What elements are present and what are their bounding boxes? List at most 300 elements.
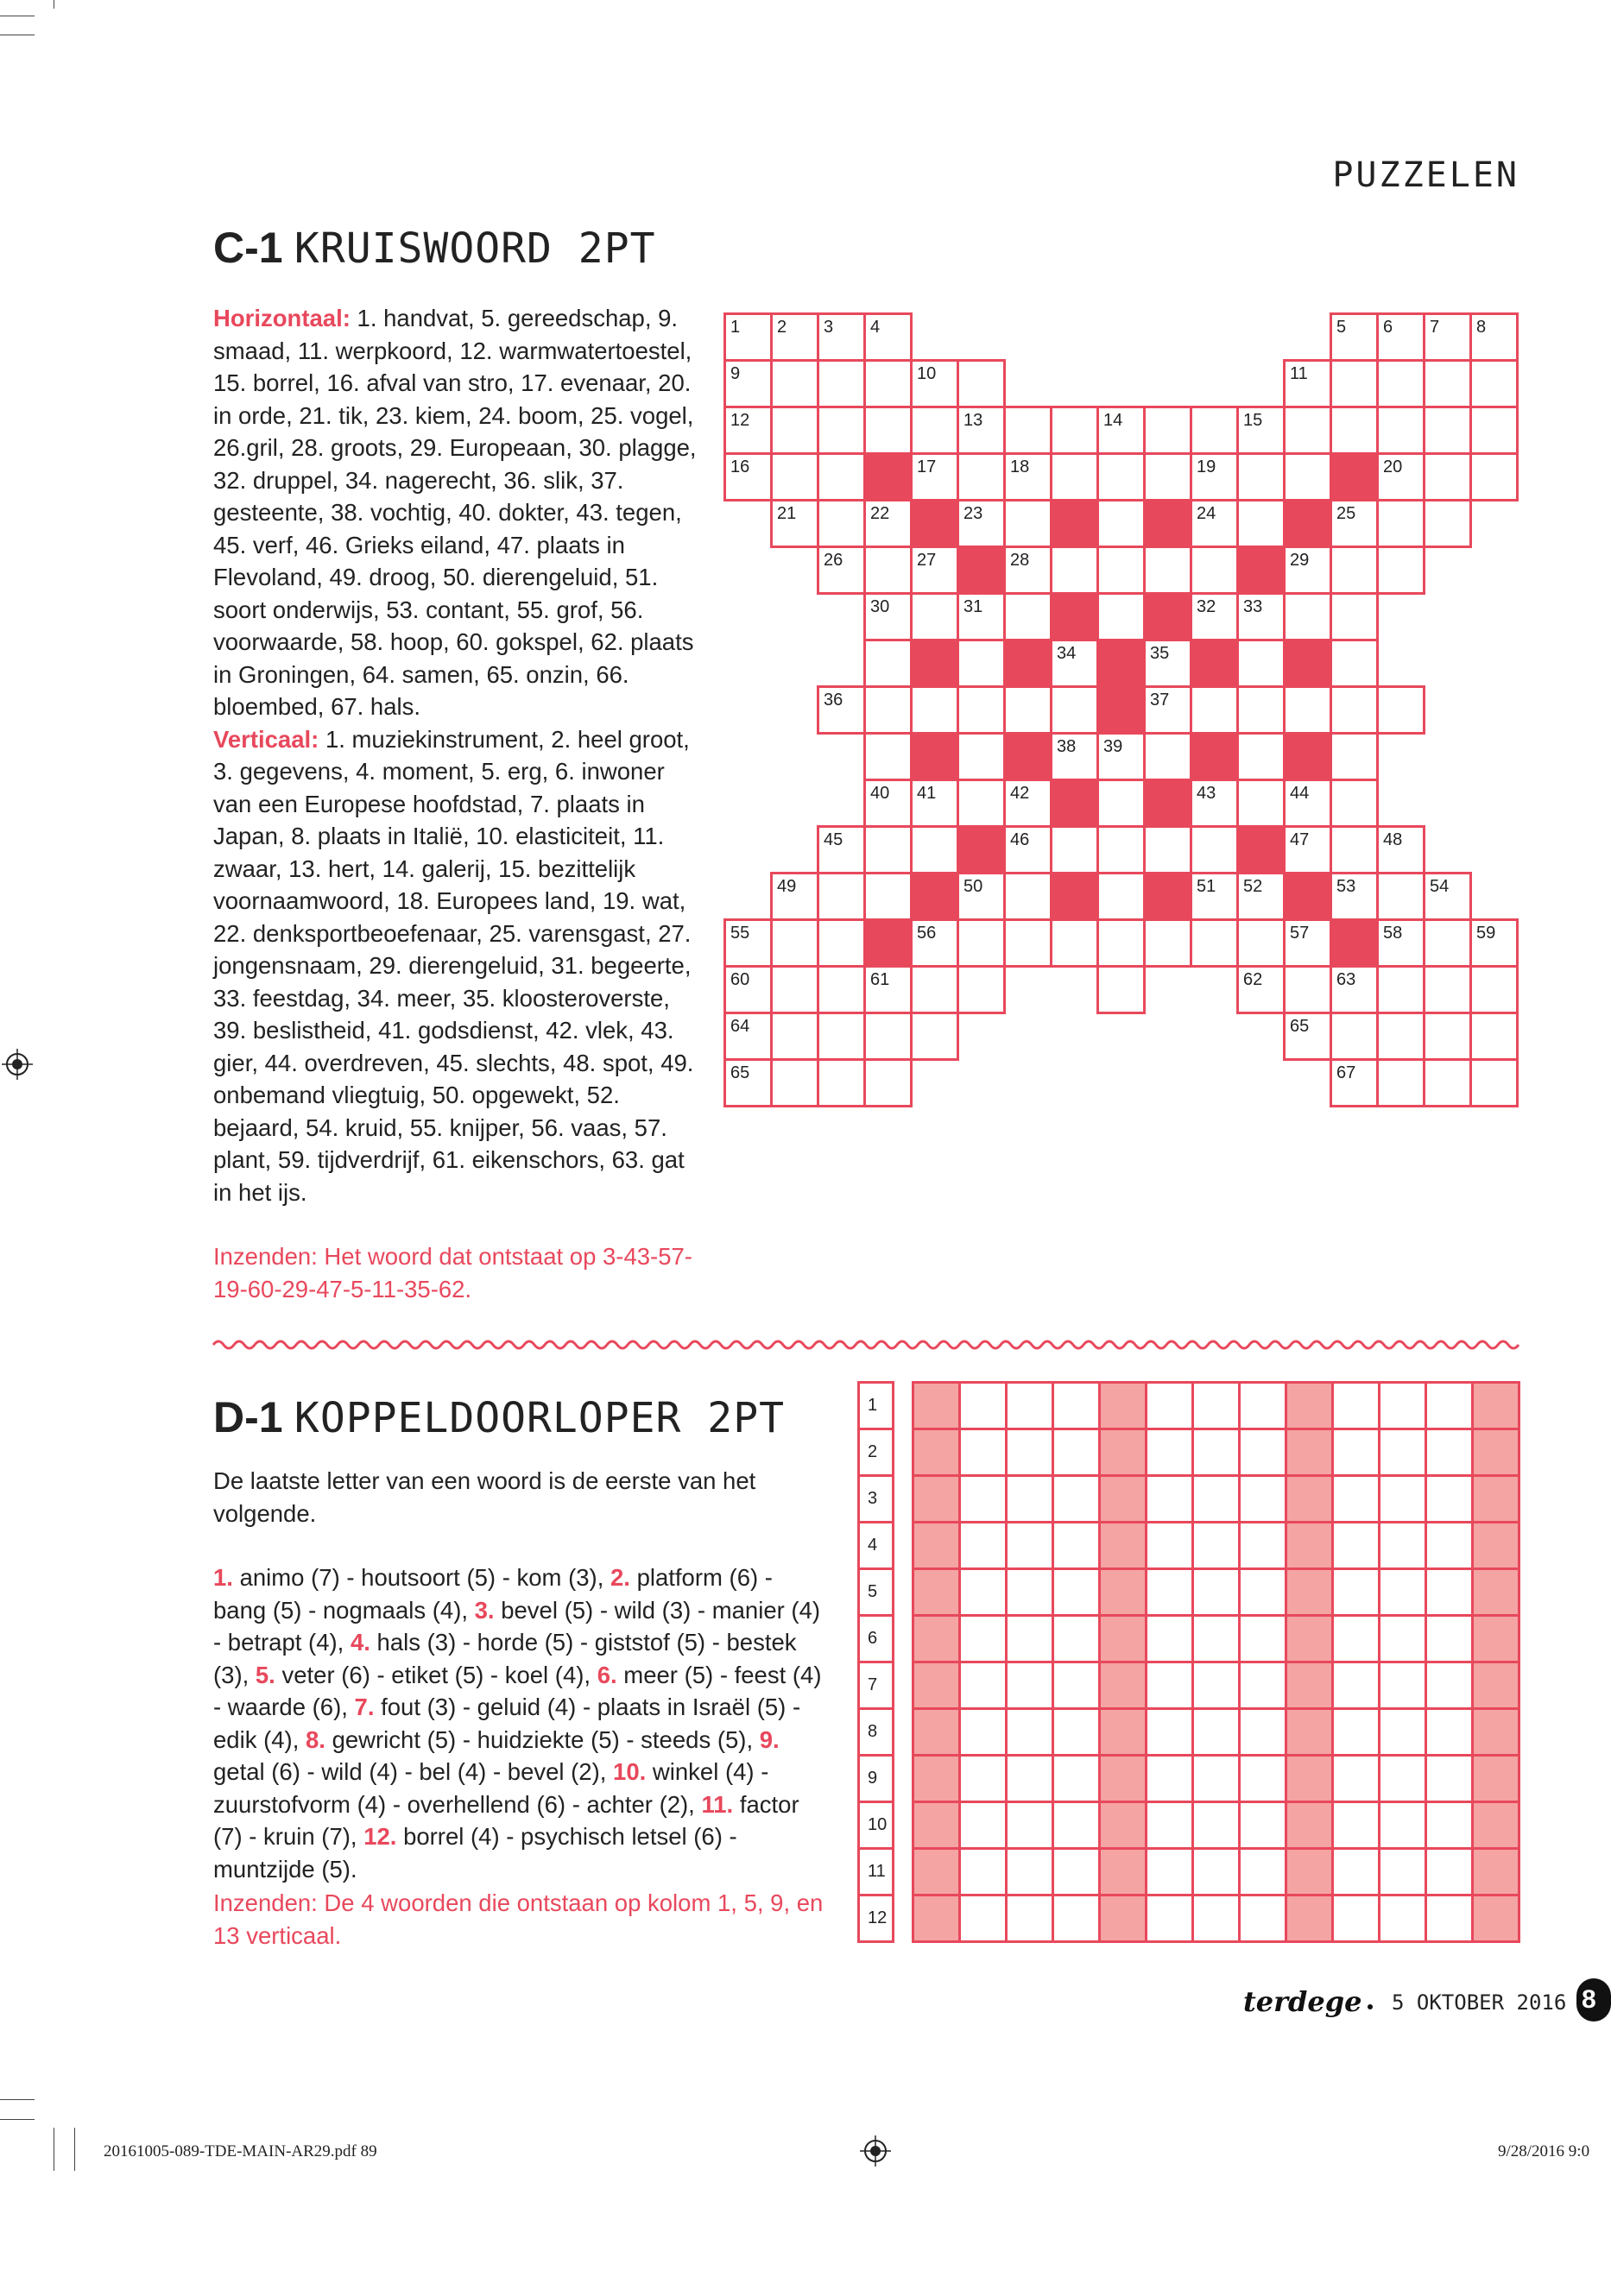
crossword-cell[interactable] bbox=[863, 312, 913, 362]
koppel-cell[interactable] bbox=[1145, 1381, 1194, 1430]
crossword-cell[interactable] bbox=[910, 732, 959, 781]
crossword-cell[interactable] bbox=[1143, 918, 1192, 968]
crossword-cell[interactable] bbox=[1143, 872, 1192, 921]
crossword-cell[interactable] bbox=[1003, 499, 1052, 548]
crossword-cell[interactable] bbox=[1003, 452, 1052, 501]
crossword-cell[interactable] bbox=[1330, 872, 1379, 921]
crossword-cell[interactable] bbox=[1003, 825, 1052, 874]
crossword-cell[interactable] bbox=[770, 406, 819, 455]
koppel-cell[interactable] bbox=[912, 1661, 961, 1710]
koppel-cell[interactable] bbox=[1425, 1707, 1474, 1757]
koppel-cell[interactable] bbox=[1331, 1428, 1380, 1477]
crossword-cell[interactable] bbox=[1423, 359, 1472, 408]
crossword-cell[interactable] bbox=[1330, 546, 1379, 595]
crossword-cell[interactable] bbox=[863, 685, 913, 735]
koppel-cell[interactable] bbox=[1425, 1614, 1474, 1663]
koppel-cell[interactable] bbox=[1191, 1754, 1241, 1803]
crossword-cell[interactable] bbox=[1423, 312, 1472, 362]
crossword-cell[interactable] bbox=[1376, 452, 1425, 501]
crossword-cell[interactable] bbox=[1236, 639, 1286, 688]
crossword-cell[interactable] bbox=[910, 825, 959, 874]
crossword-cell[interactable] bbox=[1143, 825, 1192, 874]
crossword-cell[interactable] bbox=[1423, 965, 1472, 1014]
crossword-cell[interactable] bbox=[1376, 546, 1425, 595]
koppel-cell[interactable] bbox=[958, 1521, 1008, 1570]
koppel-cell[interactable] bbox=[1145, 1754, 1194, 1803]
crossword-cell[interactable] bbox=[1376, 825, 1425, 874]
crossword-cell[interactable] bbox=[1236, 406, 1286, 455]
koppel-cell[interactable] bbox=[1331, 1614, 1380, 1663]
crossword-cell[interactable] bbox=[957, 546, 1006, 595]
crossword-cell[interactable] bbox=[1143, 406, 1192, 455]
crossword-cell[interactable] bbox=[957, 825, 1006, 874]
koppel-cell[interactable] bbox=[1378, 1661, 1427, 1710]
crossword-cell[interactable] bbox=[957, 918, 1006, 968]
crossword-cell[interactable] bbox=[1190, 639, 1239, 688]
crossword-cell[interactable] bbox=[1283, 359, 1332, 408]
crossword-cell[interactable] bbox=[1283, 592, 1332, 641]
crossword-cell[interactable] bbox=[1236, 546, 1286, 595]
crossword-cell[interactable] bbox=[723, 359, 773, 408]
crossword-cell[interactable] bbox=[817, 685, 866, 735]
crossword-cell[interactable] bbox=[770, 312, 819, 362]
koppel-cell[interactable] bbox=[1285, 1614, 1334, 1663]
koppel-cell[interactable] bbox=[1005, 1567, 1054, 1617]
crossword-cell[interactable] bbox=[863, 592, 913, 641]
koppel-cell[interactable] bbox=[958, 1474, 1008, 1523]
crossword-cell[interactable] bbox=[1376, 872, 1425, 921]
crossword-cell[interactable] bbox=[770, 1058, 819, 1107]
crossword-cell[interactable] bbox=[1050, 592, 1099, 641]
crossword-cell[interactable] bbox=[1143, 452, 1192, 501]
koppel-cell[interactable] bbox=[1378, 1428, 1427, 1477]
koppel-cell[interactable] bbox=[1285, 1521, 1334, 1570]
crossword-cell[interactable] bbox=[910, 639, 959, 688]
crossword-cell[interactable] bbox=[1330, 359, 1379, 408]
koppel-cell[interactable] bbox=[1098, 1474, 1147, 1523]
koppel-cell[interactable] bbox=[1331, 1567, 1380, 1617]
crossword-cell[interactable] bbox=[910, 499, 959, 548]
crossword-cell[interactable] bbox=[1330, 1058, 1379, 1107]
koppel-cell[interactable] bbox=[1098, 1521, 1147, 1570]
koppel-cell[interactable] bbox=[1005, 1381, 1054, 1430]
crossword-cell[interactable] bbox=[863, 546, 913, 595]
crossword-cell[interactable] bbox=[863, 825, 913, 874]
crossword-cell[interactable] bbox=[1469, 918, 1519, 968]
koppel-cell[interactable] bbox=[1145, 1661, 1194, 1710]
crossword-cell[interactable] bbox=[1330, 452, 1379, 501]
crossword-cell[interactable] bbox=[1330, 965, 1379, 1014]
crossword-cell[interactable] bbox=[1050, 918, 1099, 968]
koppel-cell[interactable] bbox=[1425, 1381, 1474, 1430]
crossword-cell[interactable] bbox=[910, 1012, 959, 1061]
koppel-cell[interactable] bbox=[1471, 1474, 1520, 1523]
koppel-cell[interactable] bbox=[958, 1567, 1008, 1617]
crossword-cell[interactable] bbox=[1096, 918, 1146, 968]
crossword-cell[interactable] bbox=[1096, 732, 1146, 781]
crossword-cell[interactable] bbox=[1283, 825, 1332, 874]
crossword-cell[interactable] bbox=[863, 1058, 913, 1107]
koppel-cell[interactable] bbox=[1425, 1754, 1474, 1803]
koppel-cell[interactable] bbox=[1425, 1661, 1474, 1710]
koppel-cell[interactable] bbox=[1331, 1894, 1380, 1943]
koppel-cell[interactable] bbox=[1425, 1521, 1474, 1570]
koppel-cell[interactable] bbox=[1331, 1474, 1380, 1523]
crossword-cell[interactable] bbox=[1283, 406, 1332, 455]
koppel-cell[interactable] bbox=[1425, 1567, 1474, 1617]
koppel-cell[interactable] bbox=[1238, 1567, 1287, 1617]
crossword-cell[interactable] bbox=[817, 872, 866, 921]
koppel-cell[interactable] bbox=[912, 1801, 961, 1850]
koppel-cell[interactable] bbox=[1052, 1614, 1101, 1663]
crossword-cell[interactable] bbox=[1236, 825, 1286, 874]
crossword-cell[interactable] bbox=[1236, 779, 1286, 828]
koppel-cell[interactable] bbox=[1285, 1381, 1334, 1430]
koppel-cell[interactable] bbox=[1378, 1801, 1427, 1850]
crossword-cell[interactable] bbox=[957, 872, 1006, 921]
crossword-cell[interactable] bbox=[957, 452, 1006, 501]
koppel-cell[interactable] bbox=[912, 1474, 961, 1523]
koppel-cell[interactable] bbox=[912, 1614, 961, 1663]
crossword-cell[interactable] bbox=[1469, 359, 1519, 408]
koppel-cell[interactable] bbox=[1285, 1707, 1334, 1757]
crossword-cell[interactable] bbox=[910, 592, 959, 641]
crossword-cell[interactable] bbox=[863, 732, 913, 781]
koppel-cell[interactable] bbox=[1285, 1661, 1334, 1710]
koppel-cell[interactable] bbox=[1331, 1521, 1380, 1570]
crossword-cell[interactable] bbox=[1330, 406, 1379, 455]
koppel-cell[interactable] bbox=[1378, 1474, 1427, 1523]
crossword-cell[interactable] bbox=[1283, 1012, 1332, 1061]
crossword-cell[interactable] bbox=[817, 359, 866, 408]
crossword-cell[interactable] bbox=[1376, 312, 1425, 362]
koppel-cell[interactable] bbox=[1005, 1754, 1054, 1803]
koppel-cell[interactable] bbox=[912, 1567, 961, 1617]
crossword-cell[interactable] bbox=[1236, 918, 1286, 968]
crossword-cell[interactable] bbox=[1236, 499, 1286, 548]
crossword-cell[interactable] bbox=[1050, 639, 1099, 688]
crossword-cell[interactable] bbox=[1096, 965, 1146, 1014]
crossword-cell[interactable] bbox=[1376, 918, 1425, 968]
koppel-cell[interactable] bbox=[1005, 1801, 1054, 1850]
koppel-cell[interactable] bbox=[912, 1381, 961, 1430]
crossword-cell[interactable] bbox=[1096, 685, 1146, 735]
koppel-cell[interactable] bbox=[1471, 1567, 1520, 1617]
crossword-cell[interactable] bbox=[1283, 965, 1332, 1014]
crossword-cell[interactable] bbox=[817, 499, 866, 548]
koppel-cell[interactable] bbox=[1331, 1661, 1380, 1710]
crossword-cell[interactable] bbox=[1236, 592, 1286, 641]
koppel-cell[interactable] bbox=[1331, 1847, 1380, 1896]
crossword-cell[interactable] bbox=[1423, 872, 1472, 921]
crossword-cell[interactable] bbox=[817, 546, 866, 595]
crossword-cell[interactable] bbox=[957, 406, 1006, 455]
koppel-cell[interactable] bbox=[1378, 1754, 1427, 1803]
crossword-cell[interactable] bbox=[1143, 685, 1192, 735]
koppel-cell[interactable] bbox=[1471, 1381, 1520, 1430]
crossword-cell[interactable] bbox=[770, 965, 819, 1014]
koppel-cell[interactable] bbox=[1052, 1381, 1101, 1430]
koppel-cell[interactable] bbox=[1191, 1847, 1241, 1896]
crossword-cell[interactable] bbox=[910, 779, 959, 828]
crossword-cell[interactable] bbox=[1283, 779, 1332, 828]
koppel-cell[interactable] bbox=[1098, 1707, 1147, 1757]
crossword-cell[interactable] bbox=[1330, 685, 1379, 735]
koppel-cell[interactable] bbox=[1052, 1428, 1101, 1477]
koppel-cell[interactable] bbox=[1238, 1428, 1287, 1477]
crossword-cell[interactable] bbox=[1330, 825, 1379, 874]
crossword-cell[interactable] bbox=[1190, 685, 1239, 735]
crossword-cell[interactable] bbox=[1003, 546, 1052, 595]
crossword-cell[interactable] bbox=[863, 918, 913, 968]
koppel-cell[interactable] bbox=[1425, 1894, 1474, 1943]
koppel-cell[interactable] bbox=[1145, 1474, 1194, 1523]
crossword-cell[interactable] bbox=[1003, 872, 1052, 921]
crossword-cell[interactable] bbox=[1050, 499, 1099, 548]
koppel-cell[interactable] bbox=[1285, 1754, 1334, 1803]
koppel-cell[interactable] bbox=[1425, 1474, 1474, 1523]
koppel-cell[interactable] bbox=[1052, 1801, 1101, 1850]
koppel-cell[interactable] bbox=[1285, 1847, 1334, 1896]
crossword-cell[interactable] bbox=[817, 1012, 866, 1061]
koppel-cell[interactable] bbox=[1052, 1707, 1101, 1757]
koppel-cell[interactable] bbox=[1471, 1661, 1520, 1710]
koppel-cell[interactable] bbox=[1238, 1801, 1287, 1850]
crossword-cell[interactable] bbox=[1376, 1012, 1425, 1061]
crossword-cell[interactable] bbox=[1469, 1058, 1519, 1107]
crossword-cell[interactable] bbox=[770, 359, 819, 408]
crossword-cell[interactable] bbox=[817, 825, 866, 874]
crossword-cell[interactable] bbox=[1190, 499, 1239, 548]
koppel-cell[interactable] bbox=[1098, 1614, 1147, 1663]
crossword-cell[interactable] bbox=[817, 406, 866, 455]
crossword-cell[interactable] bbox=[1469, 965, 1519, 1014]
crossword-cell[interactable] bbox=[1003, 592, 1052, 641]
crossword-cell[interactable] bbox=[1330, 639, 1379, 688]
koppel-cell[interactable] bbox=[1005, 1474, 1054, 1523]
crossword-cell[interactable] bbox=[1003, 779, 1052, 828]
koppel-cell[interactable] bbox=[1471, 1847, 1520, 1896]
koppel-cell[interactable] bbox=[1191, 1521, 1241, 1570]
crossword-cell[interactable] bbox=[817, 918, 866, 968]
koppel-cell[interactable] bbox=[958, 1894, 1008, 1943]
crossword-cell[interactable] bbox=[957, 685, 1006, 735]
crossword-cell[interactable] bbox=[1330, 1012, 1379, 1061]
koppel-cell[interactable] bbox=[1098, 1847, 1147, 1896]
crossword-cell[interactable] bbox=[1283, 546, 1332, 595]
crossword-cell[interactable] bbox=[723, 918, 773, 968]
koppel-cell[interactable] bbox=[1005, 1521, 1054, 1570]
crossword-cell[interactable] bbox=[1236, 452, 1286, 501]
crossword-cell[interactable] bbox=[863, 359, 913, 408]
koppel-cell[interactable] bbox=[1471, 1707, 1520, 1757]
koppel-cell[interactable] bbox=[1005, 1428, 1054, 1477]
koppel-cell[interactable] bbox=[1425, 1847, 1474, 1896]
koppel-cell[interactable] bbox=[1145, 1428, 1194, 1477]
koppel-cell[interactable] bbox=[1285, 1894, 1334, 1943]
crossword-cell[interactable] bbox=[1423, 918, 1472, 968]
crossword-cell[interactable] bbox=[1376, 685, 1425, 735]
crossword-cell[interactable] bbox=[1096, 872, 1146, 921]
crossword-cell[interactable] bbox=[1283, 918, 1332, 968]
koppel-cell[interactable] bbox=[1191, 1474, 1241, 1523]
koppel-cell[interactable] bbox=[1005, 1614, 1054, 1663]
crossword-cell[interactable] bbox=[1330, 592, 1379, 641]
crossword-cell[interactable] bbox=[910, 452, 959, 501]
crossword-cell[interactable] bbox=[1330, 779, 1379, 828]
crossword-cell[interactable] bbox=[1003, 406, 1052, 455]
crossword-cell[interactable] bbox=[1283, 499, 1332, 548]
crossword-cell[interactable] bbox=[1330, 918, 1379, 968]
crossword-cell[interactable] bbox=[1003, 685, 1052, 735]
koppel-cell[interactable] bbox=[1052, 1474, 1101, 1523]
crossword-cell[interactable] bbox=[1423, 1012, 1472, 1061]
koppel-cell[interactable] bbox=[1145, 1801, 1194, 1850]
crossword-cell[interactable] bbox=[1469, 1012, 1519, 1061]
crossword-cell[interactable] bbox=[863, 499, 913, 548]
crossword-cell[interactable] bbox=[957, 779, 1006, 828]
crossword-cell[interactable] bbox=[910, 685, 959, 735]
crossword-cell[interactable] bbox=[1190, 825, 1239, 874]
koppel-cell[interactable] bbox=[1191, 1614, 1241, 1663]
crossword-cell[interactable] bbox=[1050, 779, 1099, 828]
crossword-cell[interactable] bbox=[1469, 406, 1519, 455]
crossword-cell[interactable] bbox=[1423, 1058, 1472, 1107]
crossword-cell[interactable] bbox=[1190, 546, 1239, 595]
koppel-cell[interactable] bbox=[912, 1428, 961, 1477]
koppel-cell[interactable] bbox=[958, 1707, 1008, 1757]
koppel-cell[interactable] bbox=[1098, 1661, 1147, 1710]
koppel-cell[interactable] bbox=[1098, 1567, 1147, 1617]
crossword-cell[interactable] bbox=[1143, 499, 1192, 548]
crossword-cell[interactable] bbox=[770, 872, 819, 921]
crossword-cell[interactable] bbox=[1236, 872, 1286, 921]
crossword-cell[interactable] bbox=[1096, 639, 1146, 688]
koppel-cell[interactable] bbox=[958, 1754, 1008, 1803]
crossword-cell[interactable] bbox=[817, 1058, 866, 1107]
koppel-cell[interactable] bbox=[1238, 1381, 1287, 1430]
koppel-cell[interactable] bbox=[1238, 1614, 1287, 1663]
koppel-cell[interactable] bbox=[1052, 1567, 1101, 1617]
koppel-cell[interactable] bbox=[958, 1381, 1008, 1430]
crossword-cell[interactable] bbox=[817, 312, 866, 362]
koppel-cell[interactable] bbox=[1238, 1894, 1287, 1943]
koppel-cell[interactable] bbox=[1285, 1801, 1334, 1850]
crossword-cell[interactable] bbox=[1376, 1058, 1425, 1107]
crossword-cell[interactable] bbox=[1190, 779, 1239, 828]
crossword-cell[interactable] bbox=[1423, 406, 1472, 455]
crossword-cell[interactable] bbox=[1050, 406, 1099, 455]
crossword-cell[interactable] bbox=[1096, 406, 1146, 455]
crossword-cell[interactable] bbox=[1190, 592, 1239, 641]
crossword-cell[interactable] bbox=[770, 1012, 819, 1061]
koppel-cell[interactable] bbox=[1331, 1381, 1380, 1430]
crossword-cell[interactable] bbox=[770, 499, 819, 548]
koppel-cell[interactable] bbox=[1098, 1381, 1147, 1430]
koppel-cell[interactable] bbox=[958, 1661, 1008, 1710]
koppel-cell[interactable] bbox=[1425, 1801, 1474, 1850]
koppel-cell[interactable] bbox=[1145, 1847, 1194, 1896]
koppel-cell[interactable] bbox=[1238, 1707, 1287, 1757]
crossword-cell[interactable] bbox=[1283, 639, 1332, 688]
crossword-cell[interactable] bbox=[1423, 499, 1472, 548]
crossword-cell[interactable] bbox=[1143, 732, 1192, 781]
koppel-cell[interactable] bbox=[1378, 1567, 1427, 1617]
crossword-cell[interactable] bbox=[910, 918, 959, 968]
koppel-cell[interactable] bbox=[1191, 1894, 1241, 1943]
crossword-cell[interactable] bbox=[1096, 546, 1146, 595]
crossword-cell[interactable] bbox=[910, 872, 959, 921]
crossword-cell[interactable] bbox=[1050, 685, 1099, 735]
crossword-cell[interactable] bbox=[1236, 685, 1286, 735]
koppel-cell[interactable] bbox=[1471, 1521, 1520, 1570]
koppel-cell[interactable] bbox=[1098, 1428, 1147, 1477]
crossword-cell[interactable] bbox=[957, 965, 1006, 1014]
crossword-cell[interactable] bbox=[957, 499, 1006, 548]
koppel-cell[interactable] bbox=[912, 1894, 961, 1943]
crossword-cell[interactable] bbox=[1050, 732, 1099, 781]
crossword-cell[interactable] bbox=[863, 406, 913, 455]
koppel-cell[interactable] bbox=[1052, 1894, 1101, 1943]
koppel-cell[interactable] bbox=[1052, 1661, 1101, 1710]
koppel-cell[interactable] bbox=[1471, 1801, 1520, 1850]
koppel-cell[interactable] bbox=[1238, 1754, 1287, 1803]
koppel-cell[interactable] bbox=[1145, 1894, 1194, 1943]
crossword-cell[interactable] bbox=[723, 1012, 773, 1061]
koppel-cell[interactable] bbox=[1378, 1381, 1427, 1430]
crossword-cell[interactable] bbox=[863, 779, 913, 828]
koppel-cell[interactable] bbox=[1425, 1428, 1474, 1477]
crossword-cell[interactable] bbox=[1190, 918, 1239, 968]
koppel-cell[interactable] bbox=[1285, 1428, 1334, 1477]
koppel-cell[interactable] bbox=[1145, 1614, 1194, 1663]
koppel-cell[interactable] bbox=[912, 1707, 961, 1757]
crossword-cell[interactable] bbox=[1096, 779, 1146, 828]
koppel-cell[interactable] bbox=[1471, 1894, 1520, 1943]
crossword-cell[interactable] bbox=[1096, 452, 1146, 501]
koppel-cell[interactable] bbox=[1331, 1707, 1380, 1757]
crossword-cell[interactable] bbox=[1469, 312, 1519, 362]
crossword-cell[interactable] bbox=[1143, 546, 1192, 595]
crossword-cell[interactable] bbox=[723, 965, 773, 1014]
koppel-cell[interactable] bbox=[1191, 1567, 1241, 1617]
crossword-cell[interactable] bbox=[1050, 452, 1099, 501]
crossword-cell[interactable] bbox=[1283, 685, 1332, 735]
koppel-cell[interactable] bbox=[912, 1754, 961, 1803]
crossword-cell[interactable] bbox=[1236, 732, 1286, 781]
koppel-cell[interactable] bbox=[1331, 1754, 1380, 1803]
crossword-cell[interactable] bbox=[957, 592, 1006, 641]
crossword-cell[interactable] bbox=[910, 406, 959, 455]
koppel-cell[interactable] bbox=[1005, 1894, 1054, 1943]
crossword-cell[interactable] bbox=[1283, 452, 1332, 501]
crossword-cell[interactable] bbox=[817, 452, 866, 501]
crossword-cell[interactable] bbox=[1376, 499, 1425, 548]
crossword-cell[interactable] bbox=[1050, 825, 1099, 874]
crossword-cell[interactable] bbox=[1190, 872, 1239, 921]
crossword-cell[interactable] bbox=[910, 359, 959, 408]
koppel-cell[interactable] bbox=[1191, 1428, 1241, 1477]
crossword-cell[interactable] bbox=[1003, 918, 1052, 968]
crossword-cell[interactable] bbox=[1050, 872, 1099, 921]
koppel-cell[interactable] bbox=[1052, 1847, 1101, 1896]
crossword-cell[interactable] bbox=[1469, 452, 1519, 501]
crossword-cell[interactable] bbox=[1190, 406, 1239, 455]
crossword-cell[interactable] bbox=[817, 965, 866, 1014]
koppel-cell[interactable] bbox=[1378, 1614, 1427, 1663]
crossword-cell[interactable] bbox=[863, 965, 913, 1014]
koppel-cell[interactable] bbox=[1098, 1894, 1147, 1943]
